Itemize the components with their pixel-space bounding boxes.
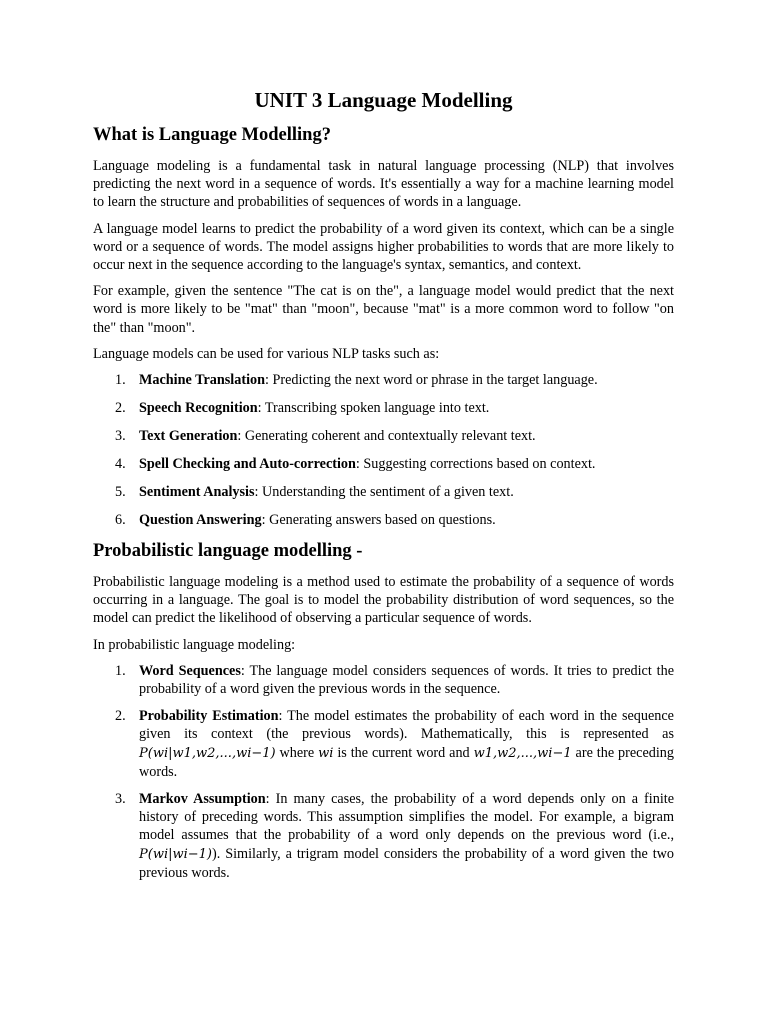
probabilistic-points-list: [93, 662, 674, 882]
list-description: : The language model considers sequences of words. It tries to predict the probability of a word given the previous words in the sequence.: [139, 662, 674, 698]
list-term: Machine Translation: [139, 372, 265, 389]
math-conditional-probability: P(wi|w1,w2,...,wi−1): [139, 745, 276, 761]
list-description: : Suggesting corrections based on context.: [355, 456, 596, 473]
list-number: 3.: [115, 428, 126, 445]
list-number: 5.: [115, 484, 126, 501]
list-item: [93, 483, 674, 501]
list-item: [93, 511, 674, 529]
list-term: Sentiment Analysis: [139, 484, 255, 501]
list-term: Spell Checking and Auto-correction: [139, 456, 356, 473]
list-term: Speech Recognition: [139, 400, 258, 417]
list-item: [93, 455, 674, 473]
list-description: : In many cases, the probability of a word depends only on a finite history of preceding words. This assumption simplifies the model. For example, a bigram model assumes that the probability of a word only depends on the previous word (i.e.,: [139, 791, 675, 844]
paragraph-tasks-intro: Language models can be used for various NLP tasks such as:: [93, 345, 440, 362]
list-item: [93, 371, 674, 389]
list-description: : Predicting the next word or phrase in the target language.: [265, 372, 598, 389]
document-title: UNIT 3 Language Modelling: [254, 88, 513, 112]
list-description: : Transcribing spoken language into text.: [257, 400, 490, 417]
math-current-word: wi: [318, 745, 334, 761]
section-heading-probabilistic-language-modelling: Probabilistic language modelling -: [93, 541, 363, 562]
list-number: 6.: [115, 512, 126, 529]
list-number: 3.: [115, 791, 126, 808]
list-number: 4.: [115, 456, 126, 473]
list-item: [93, 790, 674, 882]
paragraph-context: A language model learns to predict the probability of a word given its context, which can be a single word or a sequence of words. The model assigns higher probabilities to words that are more likely to occur next in the sequence according to the language's syntax, semantics, and context.: [93, 220, 674, 274]
list-number: 1.: [115, 662, 126, 679]
list-term: Probability Estimation: [139, 708, 279, 725]
nlp-tasks-list: [93, 371, 674, 529]
list-item: [93, 707, 674, 781]
paragraph-example: For example, given the sentence "The cat is on the", a language model would predict that the next word is more likely to be "mat" than "moon", because "mat" is a more common word to follow "on the" than "moon".: [93, 283, 674, 336]
math-preceding-words: w1,w2,...,wi−1: [473, 745, 572, 761]
list-description: ). Similarly, a trigram model considers the probability of a word given the two previous words.: [139, 845, 674, 881]
list-item: [93, 427, 674, 445]
list-description: : Generating answers based on questions.: [261, 512, 496, 529]
math-bigram-probability: P(wi|wi−1): [139, 846, 213, 862]
list-term: Markov Assumption: [139, 791, 266, 808]
list-number: 1.: [115, 372, 126, 389]
list-description: : Generating coherent and contextually relevant text.: [237, 428, 536, 445]
list-item: [93, 662, 674, 698]
list-number: 2.: [115, 708, 126, 725]
list-description: where: [275, 744, 319, 761]
list-item: [93, 399, 674, 417]
list-term: Word Sequences: [139, 662, 241, 679]
list-description: : The model estimates the probability of each word in the sequence given its context (the previous words). Mathematically, this is represented as: [139, 708, 674, 743]
paragraph-probabilistic-definition: Probabilistic language modeling is a method used to estimate the probability of a sequence of words occurring in a language. The goal is to model the probability distribution of word sequences, so the model can predict the likelihood of observing a particular sequence of words.: [93, 574, 674, 627]
list-term: Question Answering: [139, 512, 262, 529]
list-term: Text Generation: [139, 428, 238, 445]
paragraph-probabilistic-intro: In probabilistic language modeling:: [93, 636, 296, 653]
list-number: 2.: [115, 400, 126, 417]
list-description: : Understanding the sentiment of a given text.: [254, 484, 514, 501]
list-description: is the current word and: [333, 744, 474, 761]
paragraph-definition: Language modeling is a fundamental task in natural language processing (NLP) that involves predicting the next word in a sequence of words. It's essentially a way for a machine learning model to learn the structure and probabilities of sequences of words in a language.: [93, 158, 674, 211]
section-heading-what-is-language-modelling: What is Language Modelling?: [93, 125, 331, 145]
list-description: are the preceding words.: [139, 744, 674, 780]
